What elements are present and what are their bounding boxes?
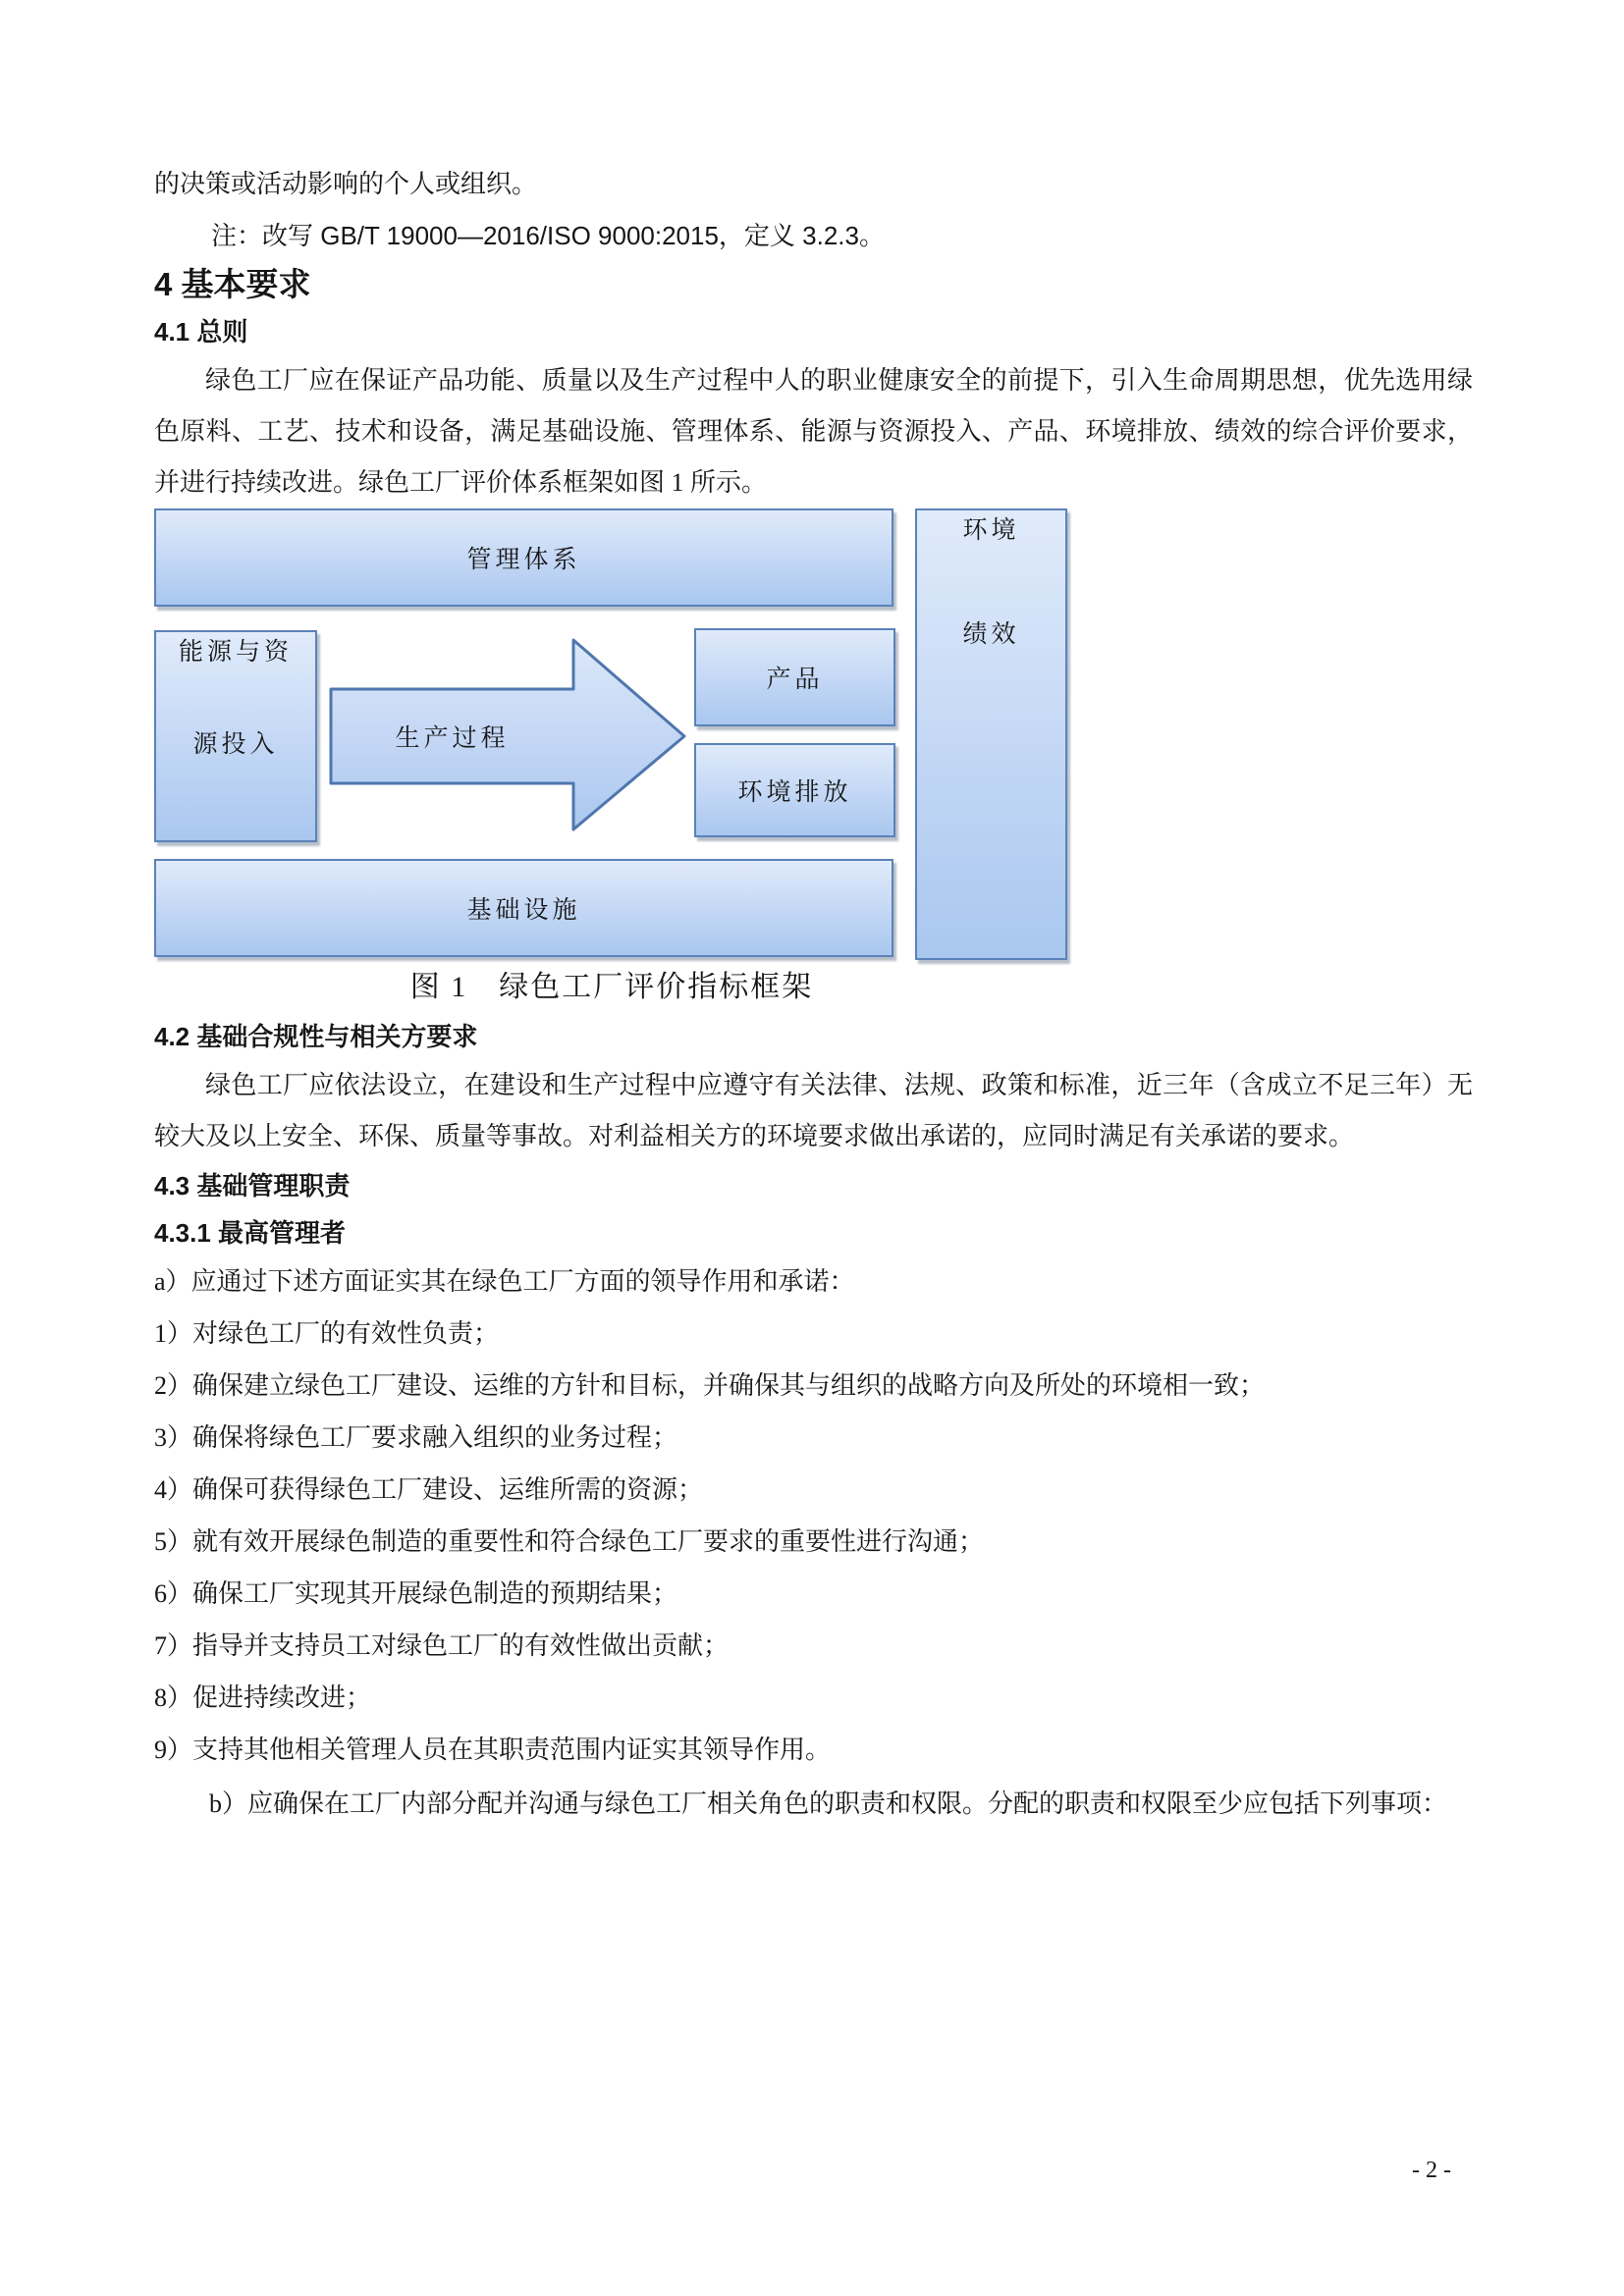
diagram-box-management-system (154, 508, 893, 607)
section-4-2-heading: 4.2 基础合规性与相关方要求 (154, 1022, 478, 1051)
page-number: - 2 - (1412, 2158, 1451, 2183)
diagram-box-label: 环境 (962, 517, 1020, 544)
section-4-3-1-heading: 4.3.1 最高管理者 (154, 1218, 347, 1248)
diagram-box-label: 管理体系 (466, 547, 581, 573)
diagram-arrow-label-production-process (331, 689, 573, 783)
diagram-box-infrastructure (154, 859, 893, 957)
paragraph-continuation: 的决策或活动影响的个人或组织。 (154, 170, 538, 198)
diagram-box-product (694, 628, 895, 726)
diagram-box-environmental-performance (915, 508, 1067, 960)
list-item-8: 8）促进持续改进； (154, 1683, 372, 1712)
diagram-box-environmental-emission (694, 743, 895, 837)
list-item-4: 4）确保可获得绿色工厂建设、运维所需的资源； (154, 1475, 704, 1504)
diagram-box-label: 生产过程 (395, 725, 510, 752)
list-item-5: 5）就有效开展绿色制造的重要性和符合绿色工厂要求的重要性进行沟通； (154, 1527, 985, 1556)
figure-1-caption: 图 1 绿色工厂评价指标框架 (409, 971, 814, 1003)
diagram-box-label: 绩效 (962, 621, 1020, 648)
list-item-9: 9）支持其他相关管理人员在其职责范围内证实其领导作用。 (154, 1735, 832, 1764)
diagram-box-label: 能源与资 (178, 639, 293, 666)
list-item-a: a）应通过下述方面证实其在绿色工厂方面的领导作用和承诺： (154, 1267, 855, 1296)
diagram-box-energy-resource-input (154, 630, 317, 842)
diagram-box-label: 源投入 (192, 731, 279, 758)
list-item-3: 3）确保将绿色工厂要求融入组织的业务过程； (154, 1423, 678, 1452)
list-item-1: 1）对绿色工厂的有效性负责； (154, 1319, 500, 1348)
list-item-b: b）应确保在工厂内部分配并沟通与绿色工厂相关角色的职责和权限。分配的职责和权限至少应包括下列事项： (209, 1789, 1448, 1818)
section-4-1-paragraph: 绿色工厂应在保证产品功能、质量以及生产过程中人的职业健康安全的前提下，引入生命周期思想，优先选用绿色原料、工艺、技术和设备，满足基础设施、管理体系、能源与资源投入、产品、环境排放、绩效的综合评价要求，并进行持续改进。绿色工厂评价体系框架如图 1 所示。 (154, 366, 1473, 497)
list-item-6: 6）确保工厂实现其开展绿色制造的预期结果； (154, 1579, 678, 1608)
note-line: 注：改写 GB/T 19000—2016/ISO 9000:2015，定义 3.2.3。 (211, 221, 885, 250)
diagram-box-label: 产品 (766, 667, 824, 693)
section-4-heading: 4 基本要求 (154, 266, 311, 302)
diagram-box-label: 基础设施 (466, 897, 581, 924)
list-item-7: 7）指导并支持员工对绿色工厂的有效性做出贡献； (154, 1631, 730, 1660)
figure-1-diagram (154, 508, 1069, 962)
section-4-2-paragraph: 绿色工厂应依法设立，在建设和生产过程中应遵守有关法律、法规、政策和标准，近三年（含成立不足三年）无较大及以上安全、环保、质量等事故。对利益相关方的环境要求做出承诺的，应同时满足有关承诺的要求。 (154, 1071, 1473, 1150)
list-item-2: 2）确保建立绿色工厂建设、运维的方针和目标，并确保其与组织的战略方向及所处的环境相一致； (154, 1371, 1266, 1400)
diagram-box-label: 环境排放 (737, 779, 852, 806)
section-4-3-heading: 4.3 基础管理职责 (154, 1171, 351, 1201)
document-content (154, 159, 1473, 1832)
section-4-1-heading: 4.1 总则 (154, 317, 248, 347)
